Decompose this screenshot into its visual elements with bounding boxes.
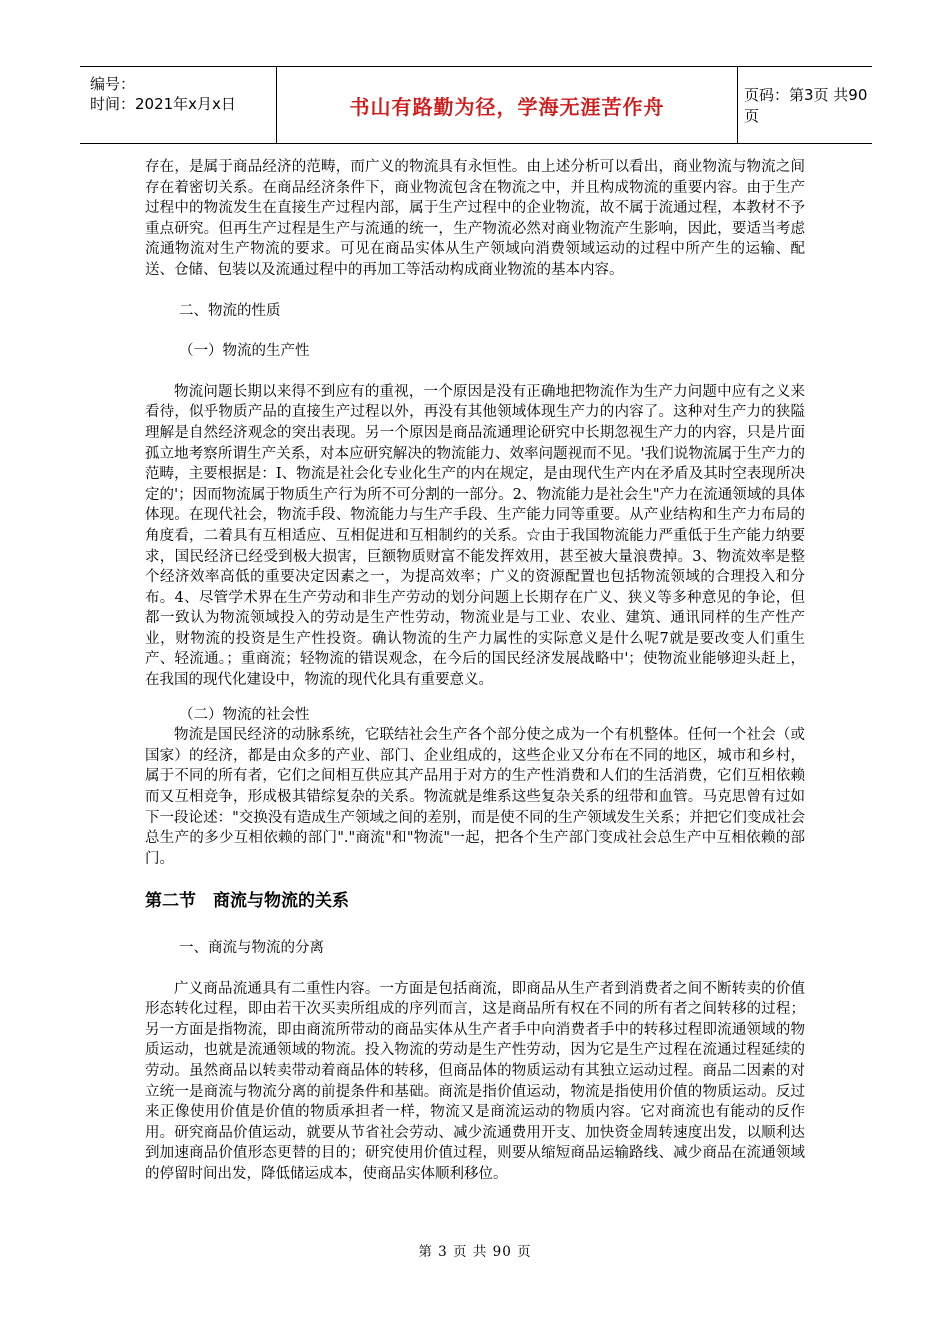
- section-title: 第二节 商流与物流的关系: [145, 891, 349, 912]
- header-meta: [80, 67, 276, 143]
- paragraph-3: 物流是国民经济的动脉系统，它联结社会生产各个部分使之成为一个有机整体。任何一个社会（或国家）的经济，都是由众多的产业、部门、企业组成的，这些企业又分布在不同的地区，城市和乡村，属于不同的所有者，它们之间相互供应其产品用于对方的生产性消费和人们的生活消费，它们互相依赖而又互相竞争，形成极其错综复杂的关系。物流就是维系这些复杂关系的纽带和血管。马克思曾有过如下一段论述："交换没有造成生产领域之间的差别，而是使不同的生产领域发生关系；并把它们变成社会总生产的多少互相依赖的部门"."商流"和"物流"一起，把各个生产部门变成社会总生产中互相依赖的部门。: [145, 727, 805, 867]
- header-motto: 书山有路勤为径，学海无涯苦作舟: [349, 94, 665, 119]
- document-code-label: 编号：: [90, 75, 136, 93]
- paragraph-1: 存在，是属于商品经济的范畴，而广义的物流具有永恒性。由上述分析可以看出，商业物流与物流之间存在着密切关系。在商品经济条件下，商业物流包含在物流之中，并且构成物流的重要内容。由于生产过程中的物流发生在直接生产过程内部，属于生产过程中的企业物流，故不属于流通过程，本教材不予重点研究。但再生产过程是生产与流通的统一，生产物流必然对商业物流产生影响，因此，要适当考虑流通物流对生产物流的要求。可见在商品实体从生产领域向消费领域运动的过程中所产生的运输、配送、仓储、包装以及流通过程中的再加工等活动构成商业物流的基本内容。: [145, 159, 805, 278]
- heading-nature-of-logistics: 二、物流的性质: [179, 302, 281, 319]
- paragraph-4: 广义商品流通具有二重性内容。一方面是包括商流，即商品从生产者到消费者之间不断转卖的价值形态转化过程，即由若干次买卖所组成的序列而言，这是商品所有权在不同的所有者之间转移的过程；另一方面是指物流，即由商流所带动的商品实体从生产者手中向消费者手中的转移过程即流通领域的物质运动，也就是流通领域的物流。投入物流的劳动是生产性劳动，因为它是生产过程在流通过程延续的劳动。虽然商品以转卖带动着商品体的转移，但商品体的物质运动有其独立运动过程。商品二因素的对立统一是商流与物流分离的前提条件和基础。商流是指价值运动，物流是指使用价值的物质运动。反过来正像使用价值是价值的物质承担者一样，物流又是商流运动的物质内容。它对商流也有能动的反作用。研究商品价值运动，就要从节省社会劳动、减少流通费用开支、加快资金周转速度出发，以顺利达到加速商品价值形态更替的目的；研究使用价值过程，则要从缩短商品运输路线、减少商品在流通领域的停留时间出发，降低储运成本，使商品实体顺利移位。: [145, 980, 805, 1182]
- document-body: [145, 157, 805, 1185]
- page-footer: 第 3 页 共 90 页: [418, 1244, 532, 1260]
- paragraph-2: 物流问题长期以来得不到应有的重视，一个原因是没有正确地把物流作为生产力问题中应有之义来看待，似乎物质产品的直接生产过程以外，再没有其他领域体现生产力的内容了。这种对生产力的狭隘理解是自然经济观念的突出表现。另一个原因是商品流通理论研究中长期忽视生产力的内容，只是片面孤立地考察所谓生产关系，对本应研究解决的物流能力、效率问题视而不见。'我们说物流属于生产力的范畴，主要根据是：I、物流是社会化专业化生产的内在规定，是由现代生产内在矛盾及其时空表现所决定的'；因而物流属于物质生产行为所不可分割的一部分。2、物流能力是社会生"产力在流通领域的具体体现。在现代社会，物流手段、物流能力与生产手段、生产能力同等重要。从产业结构和生产力布局的角度看，二着具有互相适应、互相促进和互相制约的关系。☆由于我国物流能力严重低于生产能力纳要求，国民经济已经受到极大损害，巨额物质财富不能发挥效用，甚至被大量浪费掉。3、物流效率是整个经济效率高低的重要决定因素之一，为提高效率；广义的资源配置也包括物流领域的合理投入和分布。4、尽管学术界在生产劳动和非生产劳动的划分问题上长期存在广义、狭义等多种意见的争论，但都一致认为物流领域投入的劳动是生产性劳动，物流业是与工业、农业、建筑、通讯同样的生产性产业，财物流的投资是生产性投资。确认物流的生产力属性的实际意义是什么呢7就是要改变人们重生产、轻流通。；重商流；轻物流的错误观念，在今后的国民经济发展战略中'；使物流业能够迎头赶上，在我国的现代化建设中，物流的现代化具有重要意义。: [145, 383, 805, 689]
- heading-productivity: （一）物流的生产性: [179, 343, 310, 360]
- header-motto-cell: [276, 67, 738, 143]
- heading-social-nature: （二）物流的社会性: [179, 706, 310, 723]
- page-header: [80, 66, 872, 144]
- document-date-label: 时间：2021年x月x日: [90, 95, 236, 113]
- heading-separation: 一、商流与物流的分离: [179, 940, 324, 956]
- header-page-label: 页码：第3页 共90页: [744, 86, 868, 125]
